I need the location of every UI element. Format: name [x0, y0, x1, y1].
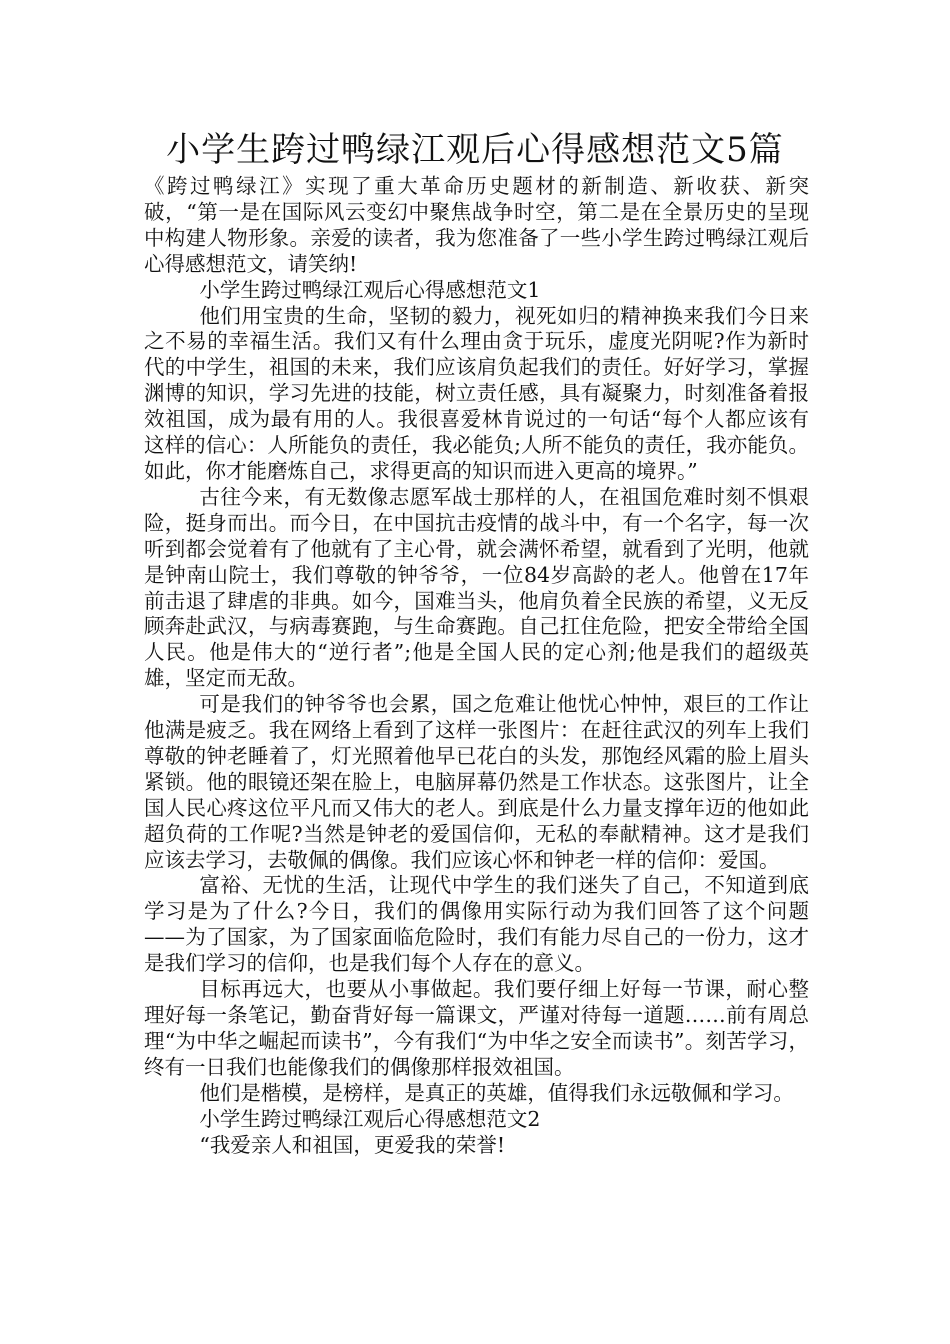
section-2-heading: 小学生跨过鸭绿江观后心得感想范文2 — [199, 1106, 541, 1131]
document-title: 小学生跨过鸭绿江观后心得感想范文5篇 — [166, 130, 784, 170]
body-paragraph: 他们是楷模，是榜样，是真正的英雄，值得我们永远敬佩和学习。 — [199, 1080, 794, 1105]
document-body — [144, 174, 809, 1158]
body-paragraph: 目标再远大，也要从小事做起。我们要仔细上好每一节课，耐心整理好每一条笔记，勤奋背好每一篇课文，严谨对待每一道题……前有周总理“为中华之崛起而读书”，今有我们“为中华之安全而读书”。刻苦学习，终有一日我们也能像我们的偶像那样报效祖国。 — [144, 977, 809, 1079]
section-1-heading: 小学生跨过鸭绿江观后心得感想范文1 — [199, 277, 541, 302]
body-paragraph: 他们用宝贵的生命，坚韧的毅力，视死如归的精神换来我们今日来之不易的幸福生活。我们又有什么理由贪于玩乐，虚度光阴呢?作为新时代的中学生，祖国的未来，我们应该肩负起我们的责任。好好学习，掌握渊博的知识，学习先进的技能，树立责任感，具有凝聚力，时刻准备着报效祖国，成为最有用的人。我很喜爱林肯说过的一句话“每个人都应该有这样的信心：人所能负的责任，我必能负;人所不能负的责任，我亦能负。如此，你才能磨炼自己，求得更高的知识而进入更高的境界。” — [144, 303, 809, 483]
body-paragraph: 可是我们的钟爷爷也会累，国之危难让他忧心忡忡，艰巨的工作让他满是疲乏。我在网络上看到了这样一张图片：在赶往武汉的列车上我们尊敬的钟老睡着了，灯光照着他早已花白的头发，那饱经风霜的脸上眉头紧锁。他的眼镜还架在脸上，电脑屏幕仍然是工作状态。这张图片，让全国人民心疼这位平凡而又伟大的老人。到底是什么力量支撑年迈的他如此超负荷的工作呢?当然是钟老的爱国信仰，无私的奉献精神。这才是我们应该去学习，去敬佩的偶像。我们应该心怀和钟老一样的信仰：爱国。 — [144, 692, 809, 872]
intro-paragraph: 《跨过鸭绿江》实现了重大革命历史题材的新制造、新收获、新突破，“第一是在国际风云变幻中聚焦战争时空，第二是在全景历史的呈现中构建人物形象。亲爱的读者，我为您准备了一些小学生跨过鸭绿江观后心得感想范文，请笑纳! — [144, 174, 809, 276]
body-paragraph: “我爱亲人和祖国，更爱我的荣誉! — [199, 1132, 506, 1157]
body-paragraph: 古往今来，有无数像志愿军战士那样的人，在祖国危难时刻不惧艰险，挺身而出。而今日，在中国抗击疫情的战斗中，有一个名字，每一次听到都会觉着有了他就有了主心骨，就会满怀希望，就看到了光明，他就是钟南山院士，我们尊敬的钟爷爷，一位84岁高龄的老人。他曾在17年前击退了肆虐的非典。如今，国难当头，他肩负着全民族的希望，义无反顾奔赴武汉，与病毒赛跑，与生命赛跑。自己扛住危险，把安全带给全国人民。他是伟大的“逆行者”;他是全国人民的定心剂;他是我们的超级英雄，坚定而无敌。 — [144, 484, 809, 691]
body-paragraph: 富裕、无忧的生活，让现代中学生的我们迷失了自己，不知道到底学习是为了什么?今日，我们的偶像用实际行动为我们回答了这个问题——为了国家，为了国家面临危险时，我们有能力尽自己的一份力，这才是我们学习的信仰，也是我们每个人存在的意义。 — [144, 873, 809, 976]
